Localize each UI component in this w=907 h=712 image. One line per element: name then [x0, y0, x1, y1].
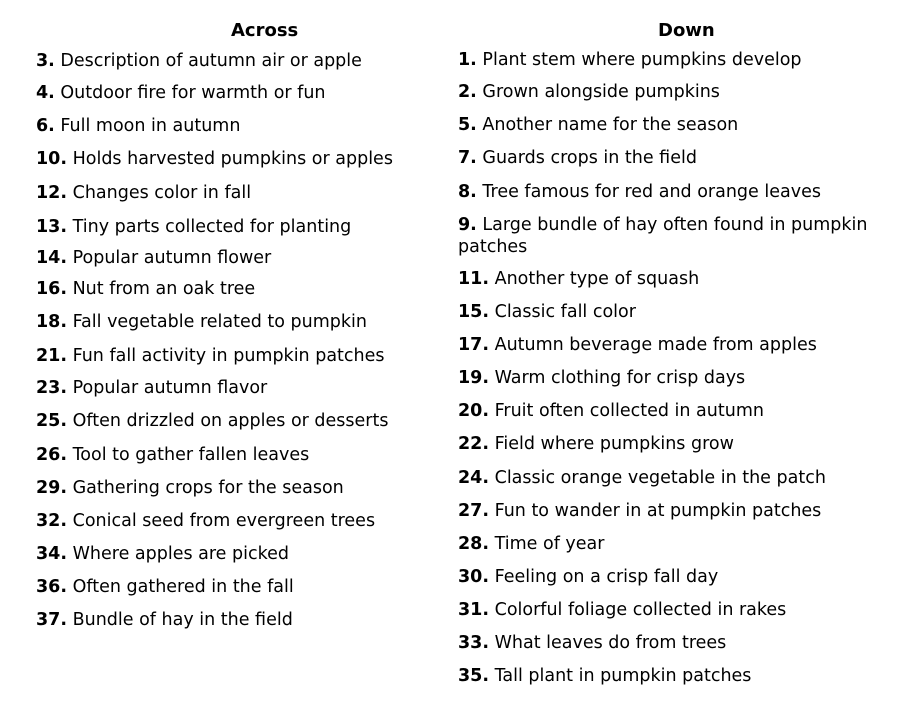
clue-text: Full moon in autumn [60, 116, 241, 136]
across-clue [36, 182, 251, 204]
down-clue [458, 181, 821, 203]
clue-text: Where apples are picked [72, 544, 289, 564]
clue-text: Tree famous for red and orange leaves [482, 182, 821, 202]
clue-text: Large bundle of hay often found in pumpkin patches [458, 215, 868, 257]
clue-number: 3. [36, 51, 55, 71]
across-clue [36, 50, 362, 72]
clue-number: 19. [458, 368, 490, 388]
clue-number: 18. [36, 312, 68, 332]
across-clue [36, 311, 367, 333]
clue-text: Fun to wander in at pumpkin patches [494, 501, 822, 521]
clue-number: 20. [458, 401, 490, 421]
across-clue [36, 410, 388, 432]
clue-text: Often gathered in the fall [72, 577, 294, 597]
clue-number: 21. [36, 346, 68, 366]
clue-number: 16. [36, 279, 68, 299]
across-clue [36, 576, 294, 598]
clue-number: 8. [458, 182, 477, 202]
clue-text: Popular autumn flower [72, 248, 272, 268]
clue-text: Classic fall color [494, 302, 636, 322]
clue-number: 23. [36, 378, 68, 398]
clue-number: 26. [36, 445, 68, 465]
clue-text: Grown alongside pumpkins [482, 82, 720, 102]
clue-text: Tool to gather fallen leaves [72, 445, 310, 465]
clue-text: Nut from an oak tree [72, 279, 256, 299]
clue-text: Outdoor fire for warmth or fun [60, 83, 326, 103]
clue-text: Fun fall activity in pumpkin patches [72, 346, 385, 366]
clue-text: Changes color in fall [72, 183, 252, 203]
down-clue [458, 599, 786, 621]
clue-number: 24. [458, 468, 490, 488]
across-clue [36, 345, 385, 367]
clue-text: Autumn beverage made from apples [494, 335, 817, 355]
down-clue [458, 400, 764, 422]
across-clue [36, 444, 309, 466]
clue-number: 4. [36, 83, 55, 103]
clue-text: Field where pumpkins grow [494, 434, 734, 454]
clue-text: Holds harvested pumpkins or apples [72, 149, 393, 169]
clue-text: Guards crops in the field [482, 148, 697, 168]
clue-number: 1. [458, 50, 477, 70]
clue-text: Description of autumn air or apple [60, 51, 362, 71]
across-clue [36, 510, 375, 532]
across-heading: Across [231, 20, 299, 41]
down-clue [458, 114, 738, 136]
clue-number: 30. [458, 567, 490, 587]
clue-number: 28. [458, 534, 490, 554]
across-clue [36, 216, 351, 238]
clue-number: 5. [458, 115, 477, 135]
clue-text: Gathering crops for the season [72, 478, 344, 498]
clue-text: Classic orange vegetable in the patch [494, 468, 826, 488]
across-clue [36, 82, 326, 104]
clue-number: 10. [36, 149, 68, 169]
across-clue [36, 247, 271, 269]
clue-text: Plant stem where pumpkins develop [482, 50, 802, 70]
clue-text: Another type of squash [494, 269, 700, 289]
across-clue [36, 377, 267, 399]
clue-text: Feeling on a crisp fall day [494, 567, 719, 587]
clue-text: Another name for the season [482, 115, 739, 135]
clue-text: Tall plant in pumpkin patches [494, 666, 752, 686]
down-clue [458, 147, 697, 169]
clue-number: 15. [458, 302, 490, 322]
down-clue [458, 500, 821, 522]
clue-number: 32. [36, 511, 68, 531]
down-clue [458, 566, 718, 588]
across-clue [36, 609, 293, 631]
clue-number: 9. [458, 215, 477, 235]
clue-number: 27. [458, 501, 490, 521]
clue-number: 14. [36, 248, 68, 268]
down-clue [458, 533, 604, 555]
clue-number: 25. [36, 411, 68, 431]
clue-text: Bundle of hay in the field [72, 610, 293, 630]
across-clue [36, 543, 289, 565]
clue-text: Often drizzled on apples or desserts [72, 411, 389, 431]
clue-number: 13. [36, 217, 68, 237]
clue-number: 36. [36, 577, 68, 597]
down-clue [458, 334, 817, 356]
down-clue [458, 81, 720, 103]
across-clue [36, 477, 344, 499]
across-clue [36, 278, 255, 300]
clue-text: Popular autumn flavor [72, 378, 268, 398]
clue-text: Fall vegetable related to pumpkin [72, 312, 367, 332]
clue-text: Warm clothing for crisp days [494, 368, 746, 388]
clue-number: 2. [458, 82, 477, 102]
clue-number: 7. [458, 148, 477, 168]
clue-number: 31. [458, 600, 490, 620]
down-clue [458, 632, 726, 654]
clue-number: 34. [36, 544, 68, 564]
down-clue [458, 49, 802, 71]
clue-number: 12. [36, 183, 68, 203]
clue-text: Tiny parts collected for planting [72, 217, 352, 237]
down-clue [458, 301, 636, 323]
clue-number: 22. [458, 434, 490, 454]
down-clue [458, 268, 699, 290]
down-clue [458, 665, 751, 687]
clue-number: 29. [36, 478, 68, 498]
down-clue [458, 467, 826, 489]
clue-text: What leaves do from trees [494, 633, 727, 653]
clue-text: Fruit often collected in autumn [494, 401, 764, 421]
clue-number: 33. [458, 633, 490, 653]
clue-number: 35. [458, 666, 490, 686]
clue-number: 37. [36, 610, 68, 630]
down-heading: Down [658, 20, 715, 41]
clue-text: Colorful foliage collected in rakes [494, 600, 787, 620]
across-clue [36, 148, 393, 170]
down-clue [458, 433, 734, 455]
across-clue [36, 115, 240, 137]
clue-number: 17. [458, 335, 490, 355]
down-clue [458, 214, 890, 258]
clue-text: Time of year [494, 534, 605, 554]
clue-text: Conical seed from evergreen trees [72, 511, 376, 531]
clue-number: 11. [458, 269, 490, 289]
clue-number: 6. [36, 116, 55, 136]
down-clue [458, 367, 745, 389]
